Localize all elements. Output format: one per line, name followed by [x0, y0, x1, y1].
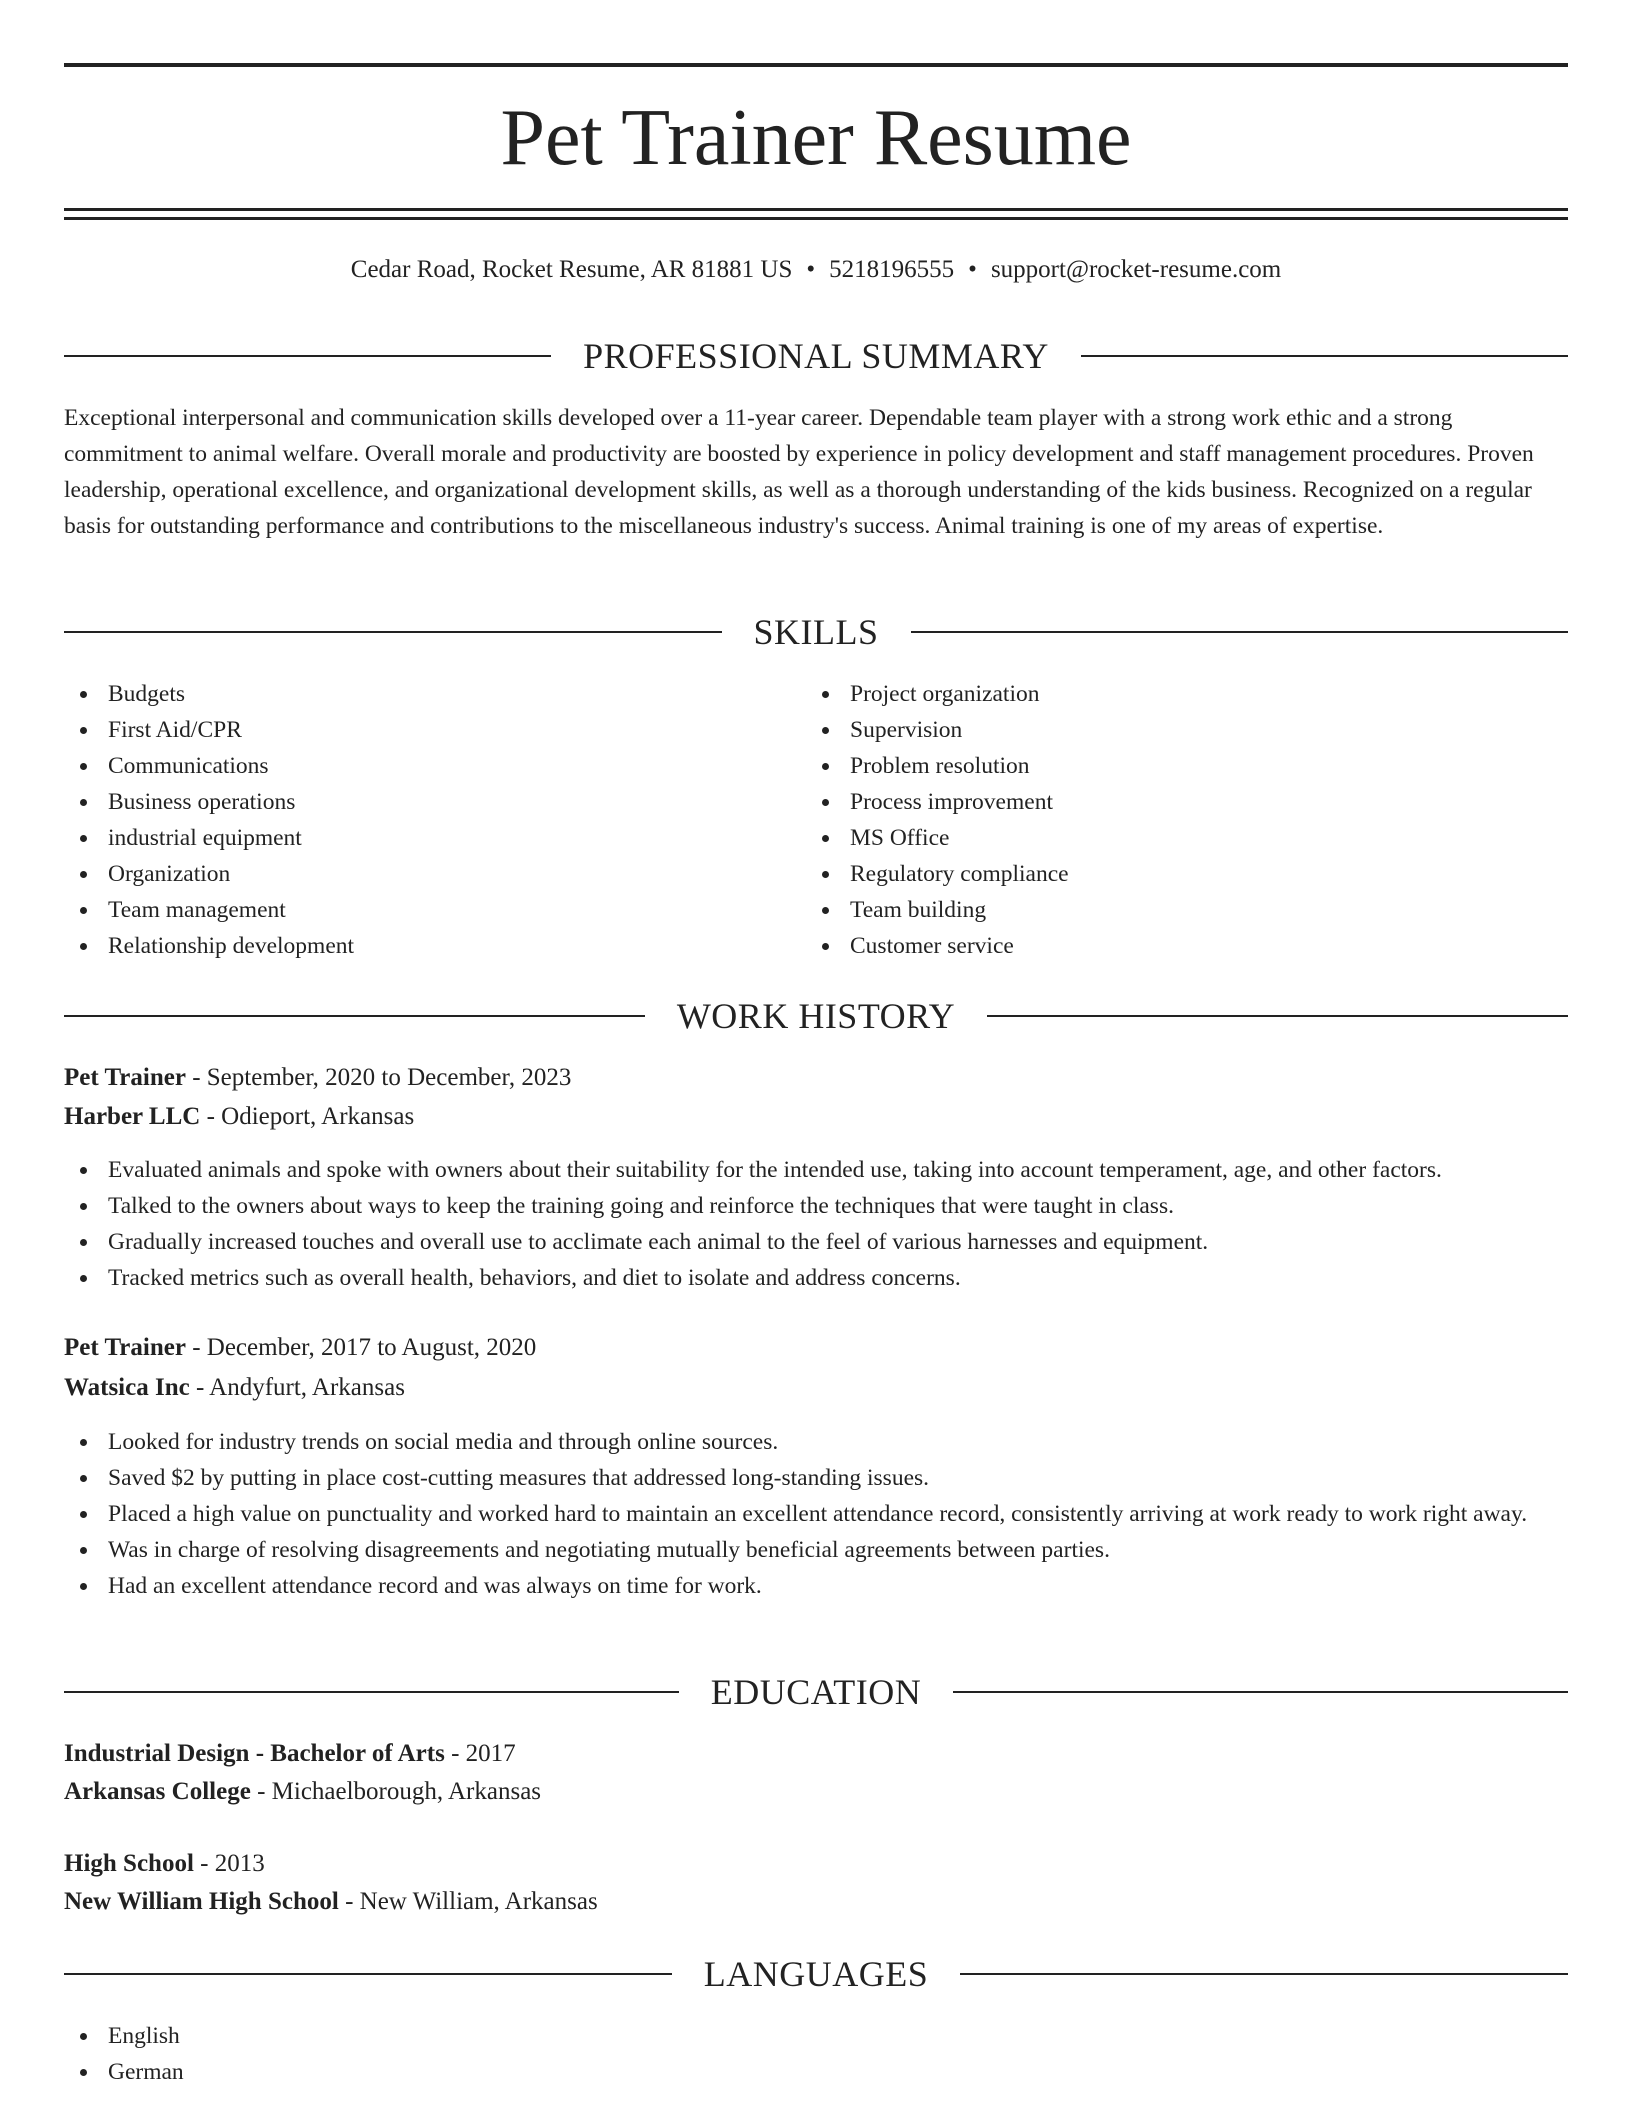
heading-rule	[953, 1691, 1568, 1693]
heading-rule	[960, 1973, 1568, 1975]
skill-item: Process improvement	[806, 784, 1069, 820]
heading-label: LANGUAGES	[703, 1954, 929, 1994]
skill-item: First Aid/CPR	[64, 712, 354, 748]
title-double-rule	[64, 208, 1568, 220]
skill-item: Team management	[64, 892, 354, 928]
contact-email: support@rocket-resume.com	[990, 256, 1282, 283]
skill-item: Problem resolution	[806, 748, 1069, 784]
heading-label: WORK HISTORY	[676, 996, 956, 1036]
education-degree-line	[64, 1846, 1568, 1882]
skills-list-left	[64, 676, 354, 964]
section-heading-skills	[64, 610, 1568, 654]
skills-list-right	[806, 676, 1069, 964]
heading-rule	[1081, 355, 1568, 357]
job-dates: - December, 2017 to August, 2020	[185, 1334, 537, 1361]
education-location: - New William, Arkansas	[338, 1888, 598, 1915]
heading-rule	[987, 1015, 1568, 1017]
language-item: German	[64, 2054, 1568, 2090]
heading-rule	[64, 631, 722, 633]
section-heading-summary	[64, 334, 1568, 378]
heading-label: SKILLS	[753, 612, 879, 652]
skill-item: Budgets	[64, 676, 354, 712]
skill-item: industrial equipment	[64, 820, 354, 856]
job-employer-line	[64, 1099, 1568, 1135]
job-company: Harber LLC	[64, 1103, 201, 1130]
skill-item: Relationship development	[64, 928, 354, 964]
resume-title: Pet Trainer Resume	[500, 94, 1132, 182]
skill-item: Communications	[64, 748, 354, 784]
job-duty: Looked for industry trends on social media and through online sources.	[64, 1424, 1568, 1460]
education-degree: High School	[64, 1850, 194, 1877]
education-degree-line	[64, 1736, 1568, 1772]
job-title-line	[64, 1330, 1568, 1366]
section-heading-languages	[64, 1952, 1568, 1996]
contact-line	[64, 254, 1568, 286]
contact-phone: 5218196555	[829, 256, 955, 283]
top-rule	[64, 63, 1568, 67]
skill-item: Regulatory compliance	[806, 856, 1069, 892]
job-duty: Gradually increased touches and overall use to acclimate each animal to the feel of various harnesses and equipment.	[64, 1224, 1568, 1260]
section-heading-work	[64, 994, 1568, 1038]
skill-item: Customer service	[806, 928, 1069, 964]
job-location: - Odieport, Arkansas	[200, 1103, 415, 1130]
skill-item: Project organization	[806, 676, 1069, 712]
job-company: Watsica Inc	[64, 1374, 190, 1401]
heading-rule	[64, 1015, 645, 1017]
job-duties-list	[64, 1424, 1568, 1604]
job-title-line	[64, 1060, 1568, 1096]
education-year: - 2013	[193, 1850, 265, 1877]
education-year: - 2017	[444, 1740, 516, 1767]
job-employer-line	[64, 1370, 1568, 1406]
contact-separator: •	[968, 256, 977, 283]
job-duty: Placed a high value on punctuality and worked hard to maintain an excellent attendance record, consistently arriving at work ready to work right away.	[64, 1496, 1568, 1532]
education-school-line	[64, 1774, 1568, 1810]
job-location: - Andyfurt, Arkansas	[189, 1374, 405, 1401]
heading-rule	[64, 355, 551, 357]
heading-label: PROFESSIONAL SUMMARY	[583, 336, 1049, 376]
skill-item: Business operations	[64, 784, 354, 820]
education-school: New William High School	[64, 1888, 339, 1915]
languages-list	[64, 2018, 1568, 2090]
job-title: Pet Trainer	[64, 1334, 186, 1361]
skill-item: Team building	[806, 892, 1069, 928]
education-school-line	[64, 1884, 1568, 1920]
education-school: Arkansas College	[64, 1778, 251, 1805]
education-degree: Industrial Design - Bachelor of Arts	[64, 1740, 445, 1767]
job-duty: Was in charge of resolving disagreements and negotiating mutually beneficial agreements between parties.	[64, 1532, 1568, 1568]
skill-item: Organization	[64, 856, 354, 892]
contact-separator: •	[806, 256, 816, 283]
language-item: English	[64, 2018, 1568, 2054]
skill-item: Supervision	[806, 712, 1069, 748]
section-heading-education	[64, 1670, 1568, 1714]
heading-rule	[911, 631, 1569, 633]
job-dates: - September, 2020 to December, 2023	[185, 1064, 572, 1091]
job-duties-list	[64, 1152, 1568, 1296]
job-duty: Talked to the owners about ways to keep the training going and reinforce the techniques that were taught in class.	[64, 1188, 1568, 1224]
contact-address: Cedar Road, Rocket Resume, AR 81881 US	[350, 256, 793, 283]
job-duty: Evaluated animals and spoke with owners about their suitability for the intended use, taking into account temperament, age, and other factors.	[64, 1152, 1568, 1188]
summary-text: Exceptional interpersonal and communication skills developed over a 11-year career. Dependable team player with a strong work ethic and a strong commitment to animal welfare. Overall morale and productivity are boosted by experience in policy development and staff management procedures. Proven leadership, operational excellence, and organizational development skills, as well as a thorough understanding of the kids business. Recognized on a regular basis for outstanding performance and contributions to the miscellaneous industry's success. Animal training is one of my areas of expertise.	[64, 405, 1534, 539]
heading-label: EDUCATION	[710, 1672, 922, 1712]
job-duty: Tracked metrics such as overall health, behaviors, and diet to isolate and address concerns.	[64, 1260, 1568, 1296]
skill-item: MS Office	[806, 820, 1069, 856]
job-duty: Had an excellent attendance record and was always on time for work.	[64, 1568, 1568, 1604]
heading-rule	[64, 1691, 679, 1693]
education-location: - Michaelborough, Arkansas	[250, 1778, 542, 1805]
heading-rule	[64, 1973, 672, 1975]
job-duty: Saved $2 by putting in place cost-cutting measures that addressed long-standing issues.	[64, 1460, 1568, 1496]
job-title: Pet Trainer	[64, 1064, 186, 1091]
